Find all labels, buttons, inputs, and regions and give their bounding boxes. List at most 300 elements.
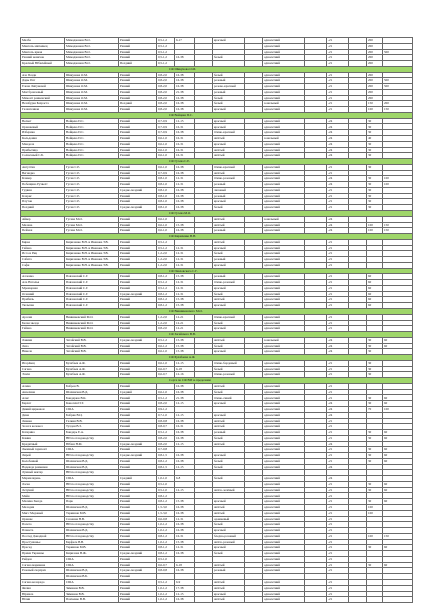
cell-variety: Мраморная	[21, 285, 65, 291]
cell-type: однолетний	[263, 412, 305, 418]
cell-weight: 0,5-1,2	[157, 38, 175, 44]
section-label: СФ Шикунова О.М.	[21, 66, 413, 72]
cell-author: Юбаш Н.М.	[65, 441, 119, 447]
cell-color: жёлтый	[213, 170, 245, 176]
cell-frost: -21	[327, 297, 349, 303]
cell-type: однолетний	[263, 458, 305, 464]
cell-frost: -21	[327, 579, 349, 585]
cell-type: зональный	[263, 216, 305, 222]
cell-weight: 0,6-1,0	[157, 216, 175, 222]
cell-weight: 0,8-1,0	[157, 182, 175, 188]
cell-sugar: 12-15	[175, 464, 195, 470]
cell-ripening: Ранний	[119, 516, 157, 522]
cell-weight: 0,8-0,8	[157, 568, 175, 574]
section-label: СФ Гусева М.О.	[21, 210, 413, 216]
cell-ripening: Средний	[119, 476, 157, 482]
cell-color: тёмно-красный	[213, 130, 245, 136]
cell-yield: 200	[367, 84, 383, 90]
cell-weight: 0,8-1,2	[157, 297, 175, 303]
cell-ripening: Ранний	[119, 545, 157, 551]
cell-author: Булабаев А.Ф.	[65, 372, 119, 378]
cell-type: однолетний	[263, 72, 305, 78]
cell-yield: 30	[367, 176, 383, 182]
cell-frost: -21	[327, 435, 349, 441]
cell-author: НИ по плодоводству	[65, 453, 119, 459]
cell-author: Войцека П.С.	[65, 136, 119, 142]
cell-ripening: Ранний	[119, 326, 157, 332]
cell-sugar: 12-31	[175, 280, 195, 286]
cell-author: Гусев С.Е.	[65, 193, 119, 199]
cell-ripening: Ранний	[119, 84, 157, 90]
cell-ripening: Ранний	[119, 522, 157, 528]
cell-ripening: Ранний	[119, 562, 157, 568]
cell-author: Загайский В.В.	[65, 349, 119, 355]
cell-weight: 0,7-0,9	[157, 130, 175, 136]
cell-yield2: 100	[383, 176, 413, 182]
cell-weight: 0,8-1,0	[157, 205, 175, 211]
cell-ripening: Ранний	[119, 193, 157, 199]
cell-weight: 0,5-1,2	[157, 280, 175, 286]
cell-frost: -21	[327, 101, 349, 107]
cell-sugar: 12-15	[175, 401, 195, 407]
cell-yield2: 60	[383, 401, 413, 407]
cell-yield2: 150	[383, 222, 413, 228]
cell-ripening: Ранний	[119, 464, 157, 470]
cell-variety: Лианка	[21, 418, 65, 424]
cell-frost: -21	[327, 533, 349, 539]
cell-frost: -21	[327, 314, 349, 320]
cell-ripening: Ранний	[119, 43, 157, 49]
cell-author: Барфеле В.В.	[65, 539, 119, 545]
cell-variety: Колобанкой	[21, 458, 65, 464]
cell-variety: Лирей	[21, 453, 65, 459]
cell-sugar: 15-38	[175, 349, 195, 355]
cell-author: Мамаджанов В.О.	[65, 61, 119, 67]
cell-type: однолетний	[263, 510, 305, 516]
cell-type: однолетний	[263, 597, 305, 603]
cell-yield: 40	[367, 136, 383, 142]
cell-variety: Малина Звезда	[21, 499, 65, 505]
cell-sugar: 12-31	[175, 262, 195, 268]
cell-yield: 30	[367, 193, 383, 199]
cell-sugar: 12-31	[175, 516, 195, 522]
cell-ripening: Ранний	[119, 314, 157, 320]
cell-type: однолетний	[263, 280, 305, 286]
cell-variety: Никола	[21, 349, 65, 355]
cell-variety: Рейден	[21, 556, 65, 562]
cell-variety: Сафи	[21, 262, 65, 268]
cell-author: США	[65, 447, 119, 453]
cell-type: однолетний	[263, 84, 305, 90]
cell-frost: -21	[327, 95, 349, 101]
cell-sugar: 6-17	[175, 38, 195, 44]
cell-weight: 0,5-1,2	[157, 285, 175, 291]
cell-color: красный	[213, 412, 245, 418]
cell-frost: -21	[327, 424, 349, 430]
cell-weight: 0,5-1,2	[157, 430, 175, 436]
cell-color: красный	[213, 528, 245, 534]
cell-weight: 1,0-1,2	[157, 528, 175, 534]
cell-author: Войцека П.С.	[65, 118, 119, 124]
cell-yield: 60	[367, 274, 383, 280]
section-label: СФ Гусева С.Е.	[21, 159, 413, 165]
cell-yield2: 60	[383, 499, 413, 505]
cell-ripening: Ранний	[119, 251, 157, 257]
cell-type: однолетний	[263, 533, 305, 539]
cell-weight: 0,5-1,2	[157, 239, 175, 245]
cell-weight: 0,8-2,0	[157, 101, 175, 107]
cell-frost: -21	[327, 522, 349, 528]
cell-yield: 30	[367, 430, 383, 436]
cell-author: Таркинов М.В.	[65, 510, 119, 516]
cell-weight: 0,8-1,2	[157, 545, 175, 551]
cell-yield: 100	[367, 505, 383, 511]
cell-author: НИ по плодоводству	[65, 470, 119, 476]
cell-weight: 1,2-2,0	[157, 257, 175, 263]
cell-type: однолетний	[263, 372, 305, 378]
cell-weight: 0,7-0,9	[157, 118, 175, 124]
cell-variety: Сагана колорадо	[21, 579, 65, 585]
cell-author: Гусева М.О.	[65, 228, 119, 234]
cell-color: жёлтый	[213, 383, 245, 389]
cell-sugar: 16-31	[175, 141, 195, 147]
cell-yield: 60	[367, 280, 383, 286]
cell-sugar: 15-38	[175, 222, 195, 228]
cell-author: Панченко В.В.	[65, 597, 119, 603]
cell-frost: -21	[327, 516, 349, 522]
cell-author: Бобряк В.Ц.	[65, 412, 119, 418]
cell-color: белый	[213, 551, 245, 557]
cell-frost: -21	[327, 49, 349, 55]
cell-color: оранжевый	[213, 516, 245, 522]
cell-ripening: Ранний	[119, 533, 157, 539]
cell-type: однолетний	[263, 130, 305, 136]
table-body	[21, 38, 413, 603]
cell-author: Павловский С.Г.	[65, 280, 119, 286]
cell-color: белый	[213, 72, 245, 78]
cell-variety: Юрмала	[21, 591, 65, 597]
cell-weight: 1,0-1,2	[157, 597, 175, 603]
cell-ripening: Ранний	[119, 164, 157, 170]
cell-yield2: 60	[383, 453, 413, 459]
cell-frost: -24	[327, 141, 349, 147]
cell-ripening: Ранний	[119, 412, 157, 418]
cell-type: однолетний	[263, 591, 305, 597]
cell-sugar: 16-38	[175, 522, 195, 528]
cell-author: Гусев С.Е.	[65, 170, 119, 176]
cell-ripening: Ранний	[119, 95, 157, 101]
cell-sugar: 16-38	[175, 453, 195, 459]
cell-weight: 0,6-1,0	[157, 136, 175, 142]
cell-ripening: Средне-поздний	[119, 441, 157, 447]
cell-type: однолетний	[263, 124, 305, 130]
cell-sugar: 21-38	[175, 89, 195, 95]
cell-sugar: 16-38	[175, 597, 195, 603]
cell-variety: Мантель мягкинец	[21, 43, 65, 49]
cell-author: Шахинская В.Д.	[65, 505, 119, 511]
cell-weight: 0,8-2,0	[157, 326, 175, 332]
cell-sugar: 16-38	[175, 170, 195, 176]
cell-sugar: 16-38	[175, 95, 195, 101]
cell-variety: Фелия	[21, 585, 65, 591]
cell-ripening: Ранний	[119, 320, 157, 326]
cell-color: белый	[213, 251, 245, 257]
cell-ripening: Ранний	[119, 147, 157, 153]
cell-weight: 0,5-1,2	[157, 55, 175, 61]
cell-yield: 200	[367, 38, 383, 44]
section-label: СФ Булабаева А.Ф.	[21, 355, 413, 361]
cell-variety: Мелодия	[21, 505, 65, 511]
cell-type: однолетний	[263, 579, 305, 585]
cell-author: США	[65, 476, 119, 482]
cell-author: Гусев С.Е.	[65, 164, 119, 170]
cell-variety: Лыжный горизонт	[21, 447, 65, 453]
cell-author: Войцека П.С.	[65, 141, 119, 147]
cell-ripening: Средне-поздний	[119, 551, 157, 557]
cell-author: Кириленко В.Н. и Иванова Т.В.	[65, 251, 119, 257]
cell-color: красный	[213, 326, 245, 332]
cell-weight: 0,8-1,0	[157, 187, 175, 193]
cell-ripening: Ранний	[119, 510, 157, 516]
cell-frost: -24	[327, 441, 349, 447]
cell-variety: Осенний	[21, 291, 65, 297]
cell-variety: Мандола	[21, 141, 65, 147]
cell-frost: -21	[327, 499, 349, 505]
cell-frost: -21	[327, 38, 349, 44]
cell-color: жёлтый	[213, 297, 245, 303]
cell-color: жёлтый	[213, 585, 245, 591]
cell-yield2: 60	[383, 458, 413, 464]
cell-frost: -24	[327, 222, 349, 228]
cell-sugar: 12-31	[175, 251, 195, 257]
cell-sugar: 15-38	[175, 297, 195, 303]
cell-yield: 200	[367, 72, 383, 78]
cell-variety: Игорёвец	[21, 360, 65, 366]
cell-type: однолетний	[263, 516, 305, 522]
cell-color: красный	[213, 303, 245, 309]
cell-frost: -21	[327, 170, 349, 176]
cell-color: тёмно-розовый	[213, 372, 245, 378]
cell-author: Кириленко В.Н. и Иванова Т.В.	[65, 239, 119, 245]
cell-weight: 1,2-2,0	[157, 314, 175, 320]
cell-yield2: 60	[383, 447, 413, 453]
cell-color: красный	[213, 401, 245, 407]
cell-type: однолетний	[263, 205, 305, 211]
cell-frost: -21	[327, 274, 349, 280]
cell-ripening: Ранний	[119, 343, 157, 349]
cell-ripening: Ранний	[119, 481, 157, 487]
cell-color: красный	[213, 349, 245, 355]
cell-color: жёлтый	[213, 147, 245, 153]
cell-type: однолетний	[263, 147, 305, 153]
cell-sugar: 12-16	[175, 372, 195, 378]
cell-sugar: 12-15	[175, 412, 195, 418]
cell-yield: 100	[367, 222, 383, 228]
cell-ripening: Ранний	[119, 430, 157, 436]
cell-variety: Тюльпан	[21, 303, 65, 309]
cell-ripening: Ранний	[119, 424, 157, 430]
cell-sugar: 16-38	[175, 193, 195, 199]
cell-yield: 100	[367, 533, 383, 539]
cell-author: Таркинов М.В.	[65, 545, 119, 551]
cell-variety: Гудвин	[21, 187, 65, 193]
cell-author: Булабаев А.Ф.	[65, 366, 119, 372]
cell-variety: Плутон	[21, 199, 65, 205]
cell-author: Шикунова О.М.	[65, 95, 119, 101]
cell-type: однолетний	[263, 556, 305, 562]
cell-sugar: 16-38	[175, 187, 195, 193]
cell-color: розовый	[213, 257, 245, 263]
cell-variety: Надежда ранжевая	[21, 464, 65, 470]
cell-ripening: Ранний	[119, 539, 157, 545]
cell-variety: Гайана	[21, 326, 65, 332]
cell-author: Конопля П.Т.	[65, 401, 119, 407]
cell-weight: 0,8-1,5	[157, 464, 175, 470]
cell-sugar: 16-38	[175, 78, 195, 84]
cell-color: тёмно-бордовый	[213, 360, 245, 366]
cell-author: Войцека П.С.	[65, 153, 119, 159]
cell-ripening: Ранний	[119, 262, 157, 268]
cell-type: однолетний	[263, 447, 305, 453]
cell-yield2: 200	[383, 101, 413, 107]
cell-variety: Пейзаж	[21, 228, 65, 234]
cell-type: однолетний	[263, 95, 305, 101]
cell-yield: 30	[367, 343, 383, 349]
cell-color: жёлтый	[213, 510, 245, 516]
cell-author: Галкин В.В.	[65, 418, 119, 424]
cell-type: однолетний	[263, 251, 305, 257]
cell-type: однолетний	[263, 245, 305, 251]
cell-frost: -21	[327, 493, 349, 499]
cell-weight: 0,7-0,8	[157, 447, 175, 453]
cell-ripening: Ранний	[119, 136, 157, 142]
cell-frost: -21	[327, 430, 349, 436]
cell-yield2: 500	[383, 49, 413, 55]
cell-color: красный	[213, 453, 245, 459]
cell-yield2: 60	[383, 487, 413, 493]
cell-yield: 30	[367, 401, 383, 407]
cell-yield: 100	[367, 510, 383, 516]
cell-type: зональный	[263, 337, 305, 343]
cell-color: жёлтый	[213, 562, 245, 568]
cell-frost: -21	[327, 389, 349, 395]
cell-sugar: 6-18	[175, 562, 195, 568]
cell-variety: Простушанье	[21, 539, 65, 545]
cell-color: розово-красный	[213, 84, 245, 90]
cell-author: НИ по плодоводству	[65, 533, 119, 539]
cell-sugar: 16-38	[175, 205, 195, 211]
cell-sugar: 15-38	[175, 499, 195, 505]
cell-weight: 0,8-0,7	[157, 424, 175, 430]
cell-variety: Айвер	[21, 216, 65, 222]
section-label: СФ Загайского В.В.	[21, 332, 413, 338]
cell-variety: Алина	[21, 383, 65, 389]
cell-frost: -21	[327, 78, 349, 84]
cell-color: белый	[213, 101, 245, 107]
cell-type: однолетний	[263, 61, 305, 67]
cell-author: Павловский С.Г.	[65, 274, 119, 280]
cell-frost: -21	[327, 257, 349, 263]
cell-type: однолетний	[263, 222, 305, 228]
cell-author: НИ по плодоводству	[65, 481, 119, 487]
cell-sugar: 12-31	[175, 257, 195, 263]
cell-sugar: 12-31	[175, 176, 195, 182]
cell-ripening: Поздний	[119, 61, 157, 67]
cell-frost: -24	[327, 147, 349, 153]
cell-type: однолетний	[263, 435, 305, 441]
section-label: СФ Войцека П.С.	[21, 112, 413, 118]
cell-variety: Велвет	[21, 118, 65, 124]
cell-weight: 1,2-2,0	[157, 251, 175, 257]
cell-variety: Солнечный С.Б.	[21, 153, 65, 159]
cell-color: жёлтый	[213, 136, 245, 142]
cell-ripening: Ранний	[119, 383, 157, 389]
cell-sugar: 12-15	[175, 441, 195, 447]
cell-type: зональный	[263, 101, 305, 107]
cell-frost: -21	[327, 510, 349, 516]
cell-author: Загайский В.В.	[65, 343, 119, 349]
cell-type: однолетний	[263, 49, 305, 55]
cell-ripening: Ранний	[119, 118, 157, 124]
cell-author: Кирилова В.Ж.	[65, 551, 119, 557]
cell-yield: 30	[367, 562, 383, 568]
cell-yield2: 60	[383, 343, 413, 349]
cell-ripening: Ранний	[119, 285, 157, 291]
cell-sugar: 15-38	[175, 539, 195, 545]
cell-weight: 0,7-0,9	[157, 170, 175, 176]
cell-color: белый	[213, 464, 245, 470]
cell-variety: Вегнадка	[21, 170, 65, 176]
cell-yield: 30	[367, 182, 383, 188]
cell-color: красный	[213, 107, 245, 113]
cell-sugar: 12-31	[175, 245, 195, 251]
cell-weight: 0,8-1,2	[157, 551, 175, 557]
cell-sugar: 12-31	[175, 285, 195, 291]
cell-variety: Арсеня	[21, 314, 65, 320]
cell-author: Гусев С.Е.	[65, 176, 119, 182]
cell-yield: 30	[367, 360, 383, 366]
cell-sugar: 16-38	[175, 435, 195, 441]
cell-ripening: Ранний	[119, 360, 157, 366]
cell-author: Гусева М.О.	[65, 216, 119, 222]
cell-yield: 30	[367, 124, 383, 130]
cell-yield: 30	[367, 447, 383, 453]
cell-variety: Розовый сюрприз	[21, 568, 65, 574]
cell-type: однолетний	[263, 476, 305, 482]
cell-ripening: Ранний	[119, 222, 157, 228]
cell-variety: Пресед	[21, 545, 65, 551]
cell-variety: Палето	[21, 522, 65, 528]
cell-ripening: Ранний	[119, 130, 157, 136]
cell-ripening: Ранний	[119, 38, 157, 44]
cell-weight: 0,8-1,2	[157, 533, 175, 539]
cell-weight: 0,6-1,0	[157, 389, 175, 395]
cell-yield2: 150	[383, 228, 413, 234]
cell-variety: Мамонт ранненский	[21, 95, 65, 101]
cell-type: однолетний	[263, 257, 305, 263]
cell-color: жёлтый	[213, 216, 245, 222]
cell-variety: Летуний	[21, 487, 65, 493]
cell-type: однолетний	[263, 430, 305, 436]
cell-color: жёлто-розовый	[213, 539, 245, 545]
cell-author: Павловский С.Г.	[65, 285, 119, 291]
cell-sugar: 16-38	[175, 383, 195, 389]
cell-yield: 60	[367, 297, 383, 303]
cell-color: красный	[213, 118, 245, 124]
cell-frost: -24	[327, 228, 349, 234]
cell-ripening: Ранний	[119, 107, 157, 113]
cell-weight: 1,5-3,0	[157, 510, 175, 516]
